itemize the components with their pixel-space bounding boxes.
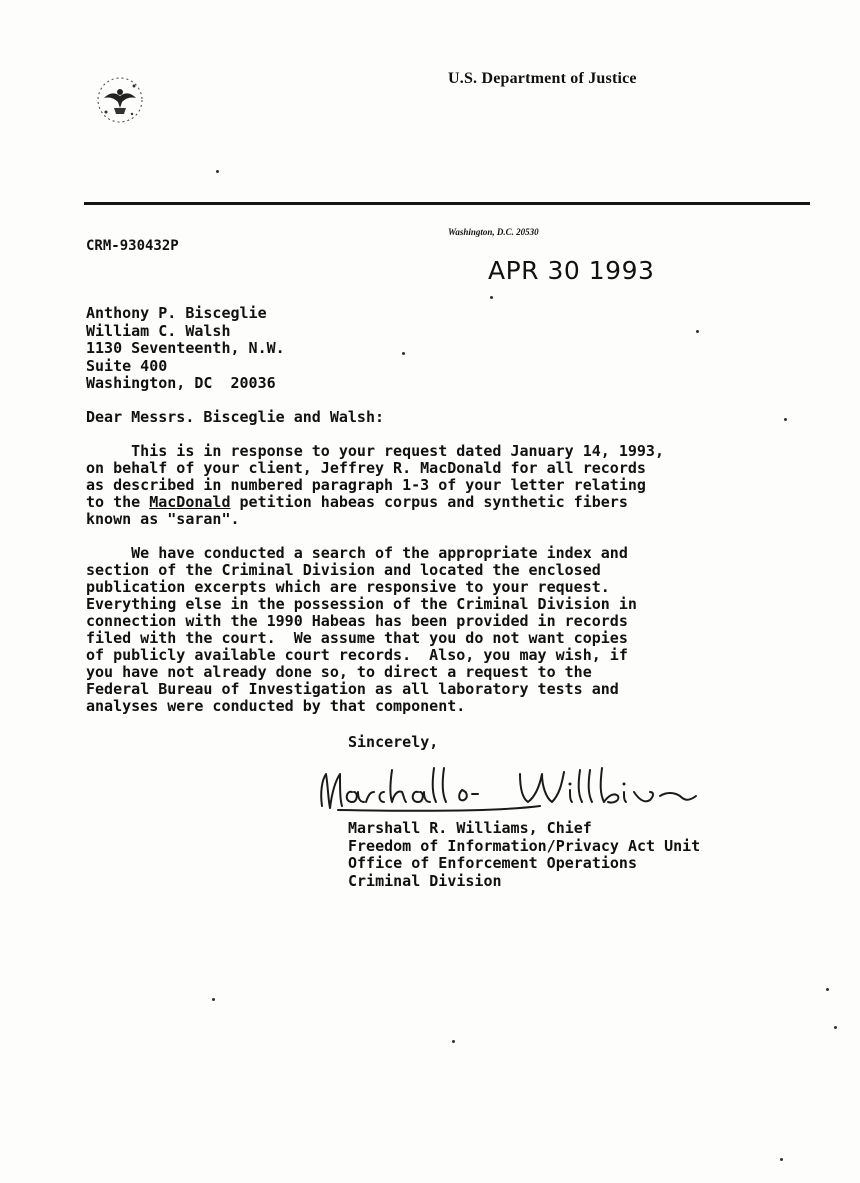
scan-speck <box>780 1158 783 1161</box>
body-paragraph-2 <box>86 545 637 715</box>
closing: Sincerely, <box>348 733 439 751</box>
body-line: section of the Criminal Division and located the enclosed <box>86 561 601 579</box>
salutation: Dear Messrs. Bisceglie and Walsh: <box>86 408 385 426</box>
address-line: William C. Walsh <box>86 321 231 340</box>
scan-speck <box>216 170 219 173</box>
signer-division: Criminal Division <box>348 871 502 890</box>
address-line: 1130 Seventeenth, N.W. <box>86 339 285 357</box>
file-number: CRM-930432P <box>86 238 179 254</box>
scan-speck <box>696 330 699 333</box>
scan-speck <box>490 296 493 299</box>
body-line: you have not already done so, to direct a request to the <box>86 663 592 681</box>
body-line <box>86 494 664 511</box>
scan-speck <box>212 998 215 1001</box>
body-line: Everything else in the possession of the Criminal Division in <box>86 595 637 613</box>
scan-speck <box>402 352 405 355</box>
department-name: U.S. Department of Justice <box>448 70 637 87</box>
signer-unit: Freedom of Information/Privacy Act Unit <box>348 836 701 855</box>
handwritten-signature <box>308 762 708 818</box>
body-line: of publicly available court records. Also, you may wish, if <box>86 646 628 664</box>
address-line: Suite 400 <box>86 356 168 375</box>
body-text: to the <box>86 493 150 511</box>
address-line: Anthony P. Bisceglie <box>86 304 267 322</box>
signature-block <box>348 820 700 890</box>
scan-speck <box>784 418 787 421</box>
signer-name-title: Marshall R. Williams, Chief <box>348 819 592 837</box>
doj-seal-icon <box>92 72 148 128</box>
body-line: We have conducted a search of the appropriate index and <box>86 544 628 562</box>
place-stamp: Washington, D.C. 20530 <box>448 227 539 237</box>
body-line: connection with the 1990 Habeas has been provided in records <box>86 612 628 630</box>
body-paragraph-1 <box>86 443 664 528</box>
signer-office: Office of Enforcement Operations <box>348 854 637 872</box>
body-line: known as "saran". <box>86 510 240 528</box>
scan-speck <box>826 988 829 991</box>
date-stamp: APR 30 1993 <box>488 256 655 285</box>
body-line: as described in numbered paragraph 1-3 of your letter relating <box>86 476 646 494</box>
body-line: Federal Bureau of Investigation as all laboratory tests and <box>86 680 619 698</box>
body-text: petition habeas corpus and synthetic fibers <box>230 493 628 511</box>
recipient-address <box>86 305 285 393</box>
body-line: publication excerpts which are responsive to your request. <box>86 578 610 596</box>
body-line: on behalf of your client, Jeffrey R. MacDonald for all records <box>86 459 646 477</box>
address-line: Washington, DC 20036 <box>86 374 276 392</box>
body-line: analyses were conducted by that component. <box>86 697 466 715</box>
header-rule <box>84 202 810 205</box>
body-line: This is in response to your request dated January 14, 1993, <box>86 442 664 460</box>
underlined-name: MacDonald <box>149 493 231 511</box>
scan-speck <box>452 1040 455 1043</box>
body-line: filed with the court. We assume that you do not want copies <box>86 629 628 647</box>
scan-speck <box>834 1026 837 1029</box>
